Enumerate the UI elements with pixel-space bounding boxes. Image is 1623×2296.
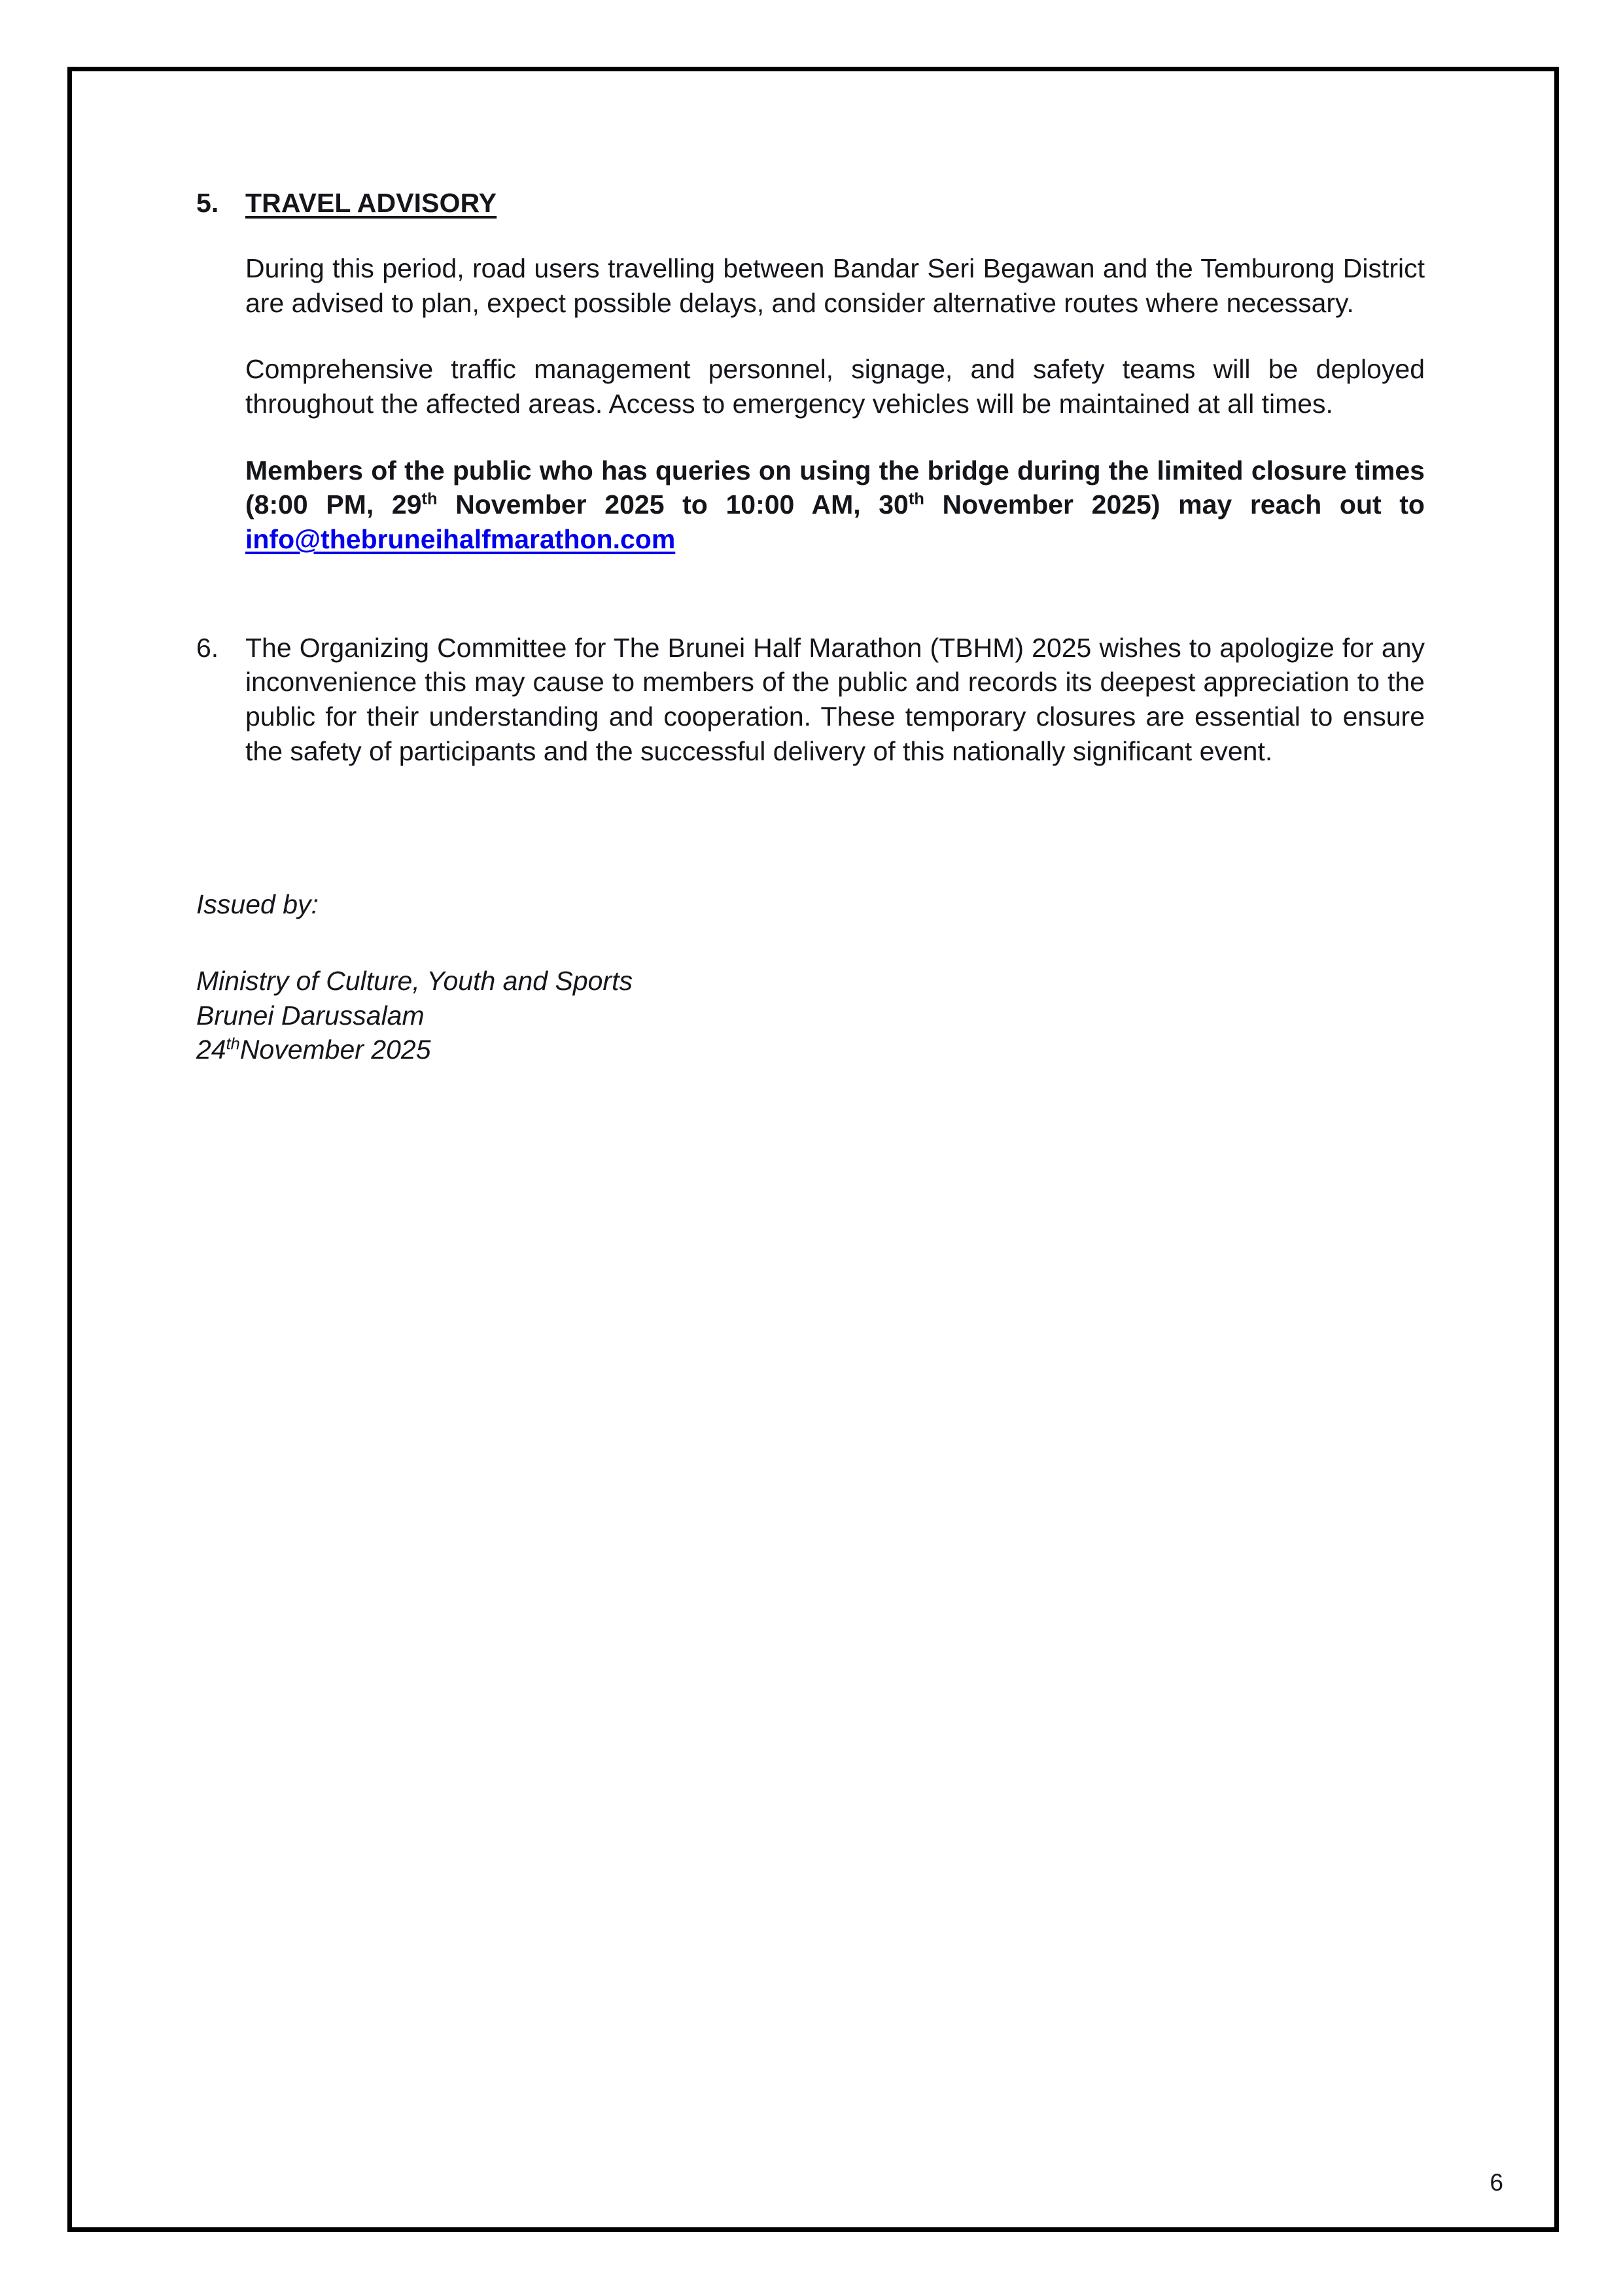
- ordinal-suffix-24th: th: [226, 1034, 240, 1053]
- list-item-6: [196, 631, 1425, 769]
- issue-date: [196, 1033, 1425, 1067]
- country-name: Brunei Darussalam: [196, 1000, 425, 1031]
- signature-block: [196, 887, 1425, 1067]
- contact-text-part-2: November 2025 to 10:00 AM, 30: [437, 489, 909, 520]
- document-content: [196, 186, 1425, 1067]
- section-number: 5.: [196, 188, 219, 218]
- email-link[interactable]: info@thebruneihalfmarathon.com: [245, 524, 676, 555]
- paragraph-contact-bold: [245, 453, 1425, 557]
- section-heading-travel-advisory: [196, 186, 1425, 219]
- contact-text-part-1: Members of the public who has queries on using the bridge during the limited closure times (8:00 PM, 29: [245, 455, 1425, 520]
- ministry-name: Ministry of Culture, Youth and Sports: [196, 966, 633, 997]
- contact-text-part-3: November 2025) may reach out to: [924, 489, 1425, 520]
- issued-by-label: Issued by:: [196, 889, 319, 920]
- issue-date-month-year: November 2025: [239, 1034, 431, 1065]
- paragraph-travel-advisory-1: During this period, road users travelling between Bandar Seri Begawan and the Temburong District are advised to plan, expect possible delays, and consider alternative routes where necessary.: [245, 253, 1425, 318]
- ordinal-suffix-30th: th: [908, 489, 924, 508]
- paragraph-travel-advisory-2: Comprehensive traffic management personnel, signage, and safety teams will be deployed throughout the affected areas. Access to emergency vehicles will be maintained at all times.: [245, 354, 1425, 419]
- list-item-number-6: 6.: [196, 632, 219, 663]
- paragraph-apology: The Organizing Committee for The Brunei Half Marathon (TBHM) 2025 wishes to apologize for any inconvenience this may cause to members of the public and records its deepest appreciation to the public for their understanding and cooperation. These temporary closures are essential to ensure the safety of participants and the successful delivery of this nationally significant event.: [245, 632, 1425, 766]
- issuing-organisation: [196, 964, 1425, 1067]
- section-body: [245, 251, 1425, 557]
- list-item-body-6: [245, 631, 1425, 769]
- ordinal-suffix-29th: th: [421, 489, 438, 508]
- issue-date-day: 24: [196, 1034, 226, 1065]
- section-title: TRAVEL ADVISORY: [245, 188, 497, 218]
- page-number: 6: [1490, 2169, 1503, 2196]
